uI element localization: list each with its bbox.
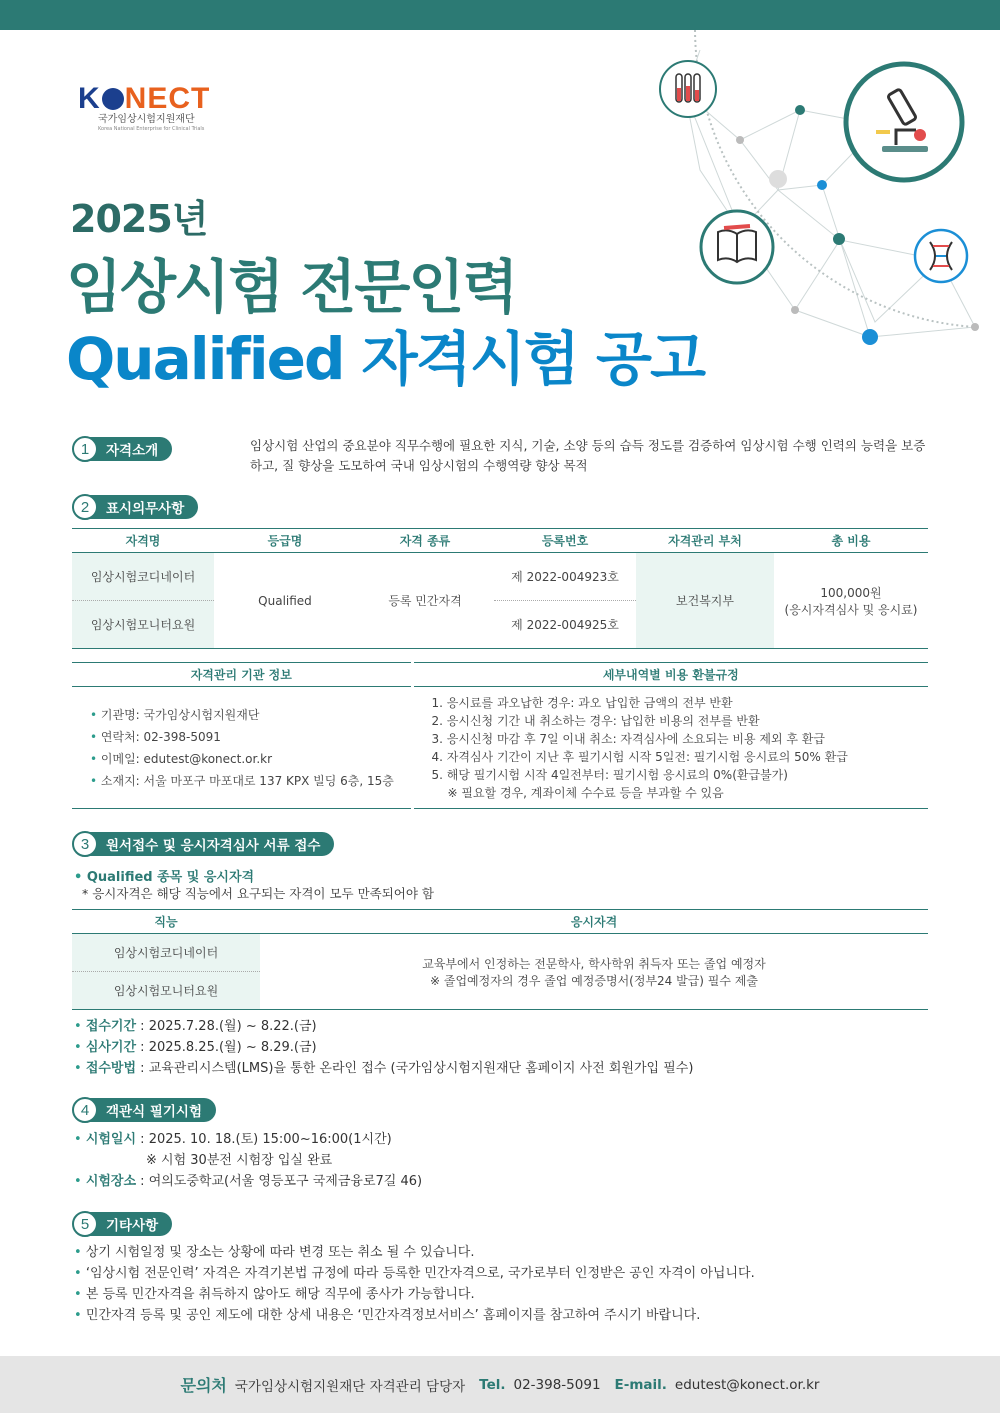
section-1-heading [72, 437, 172, 461]
section-number: 3 [72, 831, 98, 857]
qual-name-cell: 임상시험코디네이터 [72, 553, 214, 601]
section-2-heading [72, 495, 198, 519]
list-item: • 접수기간 : 2025.7.28.(월) ~ 8.22.(금) [74, 1016, 693, 1037]
list-item: • 시험일시 : 2025. 10. 18.(토) 15:00~16:00(1시간) [74, 1129, 422, 1150]
list-item: 3. 응시신청 마감 후 7일 이내 취소: 자격심사에 소요되는 비용 제외 후 환급 [431, 731, 825, 746]
contact-footer [0, 1356, 1000, 1413]
list-item: • 본 등록 민간자격을 취득하지 않아도 해당 직무에 종사가 가능합니다. [74, 1284, 755, 1305]
list-item: 1. 응시료를 과오납한 경우: 과오 납입한 금액의 전부 반환 [431, 695, 733, 710]
logo-subtitle: 국가임상시험지원재단 [98, 114, 195, 125]
requirement-text: 교육부에서 인정하는 전문학사, 학사학위 취득자 또는 졸업 예정자 [422, 956, 766, 971]
column-header: 직능 [72, 910, 260, 934]
test-tubes-icon [660, 61, 716, 117]
refund-list [432, 694, 929, 802]
cost-value: 100,000원 [820, 585, 882, 600]
exam-note: ※ 시험 30분전 시험장 입실 완료 [146, 1153, 333, 1168]
qualification-intro: 임상시험 산업의 중요분야 직무수행에 필요한 지식, 기술, 소양 등의 습득 정도를 검증하여 임상시험 수행 인력의 능력을 보증하고, 질 향상을 도모하여 국내 임상시험의 수행역량 향상 목적 [250, 438, 926, 473]
cost-cell [774, 553, 928, 649]
section-title: 원서접수 및 응시자격심사 서류 접수 [90, 832, 334, 856]
org-refund-table [72, 662, 928, 809]
year-heading: 2025년 [70, 197, 208, 241]
notes-list [74, 1242, 755, 1326]
regno-cell: 제 2022-004925호 [494, 601, 636, 649]
refund-note: ※ 필요할 경우, 계좌이체 수수료 등을 부과할 수 있음 [447, 785, 724, 800]
logo-english: Korea National Enterprise for Clinical Trials [98, 126, 205, 132]
konect-logo: K NECT 국가임상시험지원재단 Korea National Enterprise for Clinical Trials [78, 84, 218, 134]
list-item: • 민간자격 등록 및 공인 제도에 대한 상세 내용은 ‘민간자격정보서비스’ 홈페이지를 참고하여 주시기 바랍니다. [74, 1305, 755, 1326]
type-cell: 등록 민간자격 [356, 553, 494, 649]
section-number: 1 [72, 436, 98, 462]
section-number: 5 [72, 1211, 98, 1237]
requirement-note: ※ 졸업예정자의 경우 졸업 예정증명서(정부24 발급) 필수 제출 [429, 973, 758, 988]
regno-cell: 제 2022-004923호 [494, 553, 636, 601]
cost-note: (응시자격심사 및 응시료) [784, 602, 918, 617]
list-item: • 시험장소 : 여의도중학교(서울 영등포구 국제금융로7길 46) [74, 1171, 422, 1192]
disclosure-table [72, 528, 928, 649]
section-title: 기타사항 [90, 1212, 172, 1236]
list-item: • 연락처: 02-398-5091 [90, 726, 411, 748]
column-header: 자격명 [72, 529, 214, 553]
dna-icon [915, 230, 967, 282]
list-item: 2. 응시신청 기간 내 취소하는 경우: 납입한 비용의 전부를 반환 [431, 713, 760, 728]
requirement-cell [260, 934, 928, 1010]
column-header: 세부내역별 비용 환불규정 [412, 663, 928, 687]
grade-cell: Qualified [214, 553, 356, 649]
column-header: 등급명 [214, 529, 356, 553]
list-item: • 심사기간 : 2025.8.25.(월) ~ 8.29.(금) [74, 1037, 693, 1058]
title-line-2: Qualified 자격시험 공고 [66, 325, 705, 393]
email-value[interactable]: edutest@konect.or.kr [674, 1376, 820, 1393]
contact-label: 문의처 [180, 1376, 227, 1395]
section-title: 표시의무사항 [90, 495, 198, 519]
job-cell: 임상시험코디네이터 [72, 934, 260, 972]
section-title: 자격소개 [90, 437, 172, 461]
section-number: 2 [72, 494, 98, 520]
qual-name-cell: 임상시험모니터요원 [72, 601, 214, 649]
email-label: E-mail. [614, 1376, 667, 1393]
column-header: 응시자격 [260, 910, 928, 934]
section-title: 객관식 필기시험 [90, 1098, 216, 1122]
application-info [74, 1016, 693, 1079]
list-item: • 이메일: edutest@konect.or.kr [90, 748, 411, 770]
contact-person: 국가임상시험지원재단 자격관리 담당자 [234, 1378, 466, 1395]
column-header: 자격 종류 [356, 529, 494, 553]
top-bar [0, 0, 1000, 30]
column-header: 총 비용 [774, 529, 928, 553]
exam-info [74, 1129, 422, 1192]
globe-icon [102, 88, 124, 110]
section-4-heading [72, 1098, 216, 1122]
list-item: • ‘임상시험 전문인력’ 자격은 자격기본법 규정에 따라 등록한 민간자격으로, 국가로부터 인정받은 공인 자격이 아닙니다. [74, 1263, 755, 1284]
org-info-list [90, 704, 411, 792]
list-item: • 상기 시험일정 및 장소는 상황에 따라 변경 또는 취소 될 수 있습니다. [74, 1242, 755, 1263]
eligibility-note: * 응시자격은 해당 직능에서 요구되는 자격이 모두 만족되어야 함 [82, 886, 434, 901]
book-icon [701, 211, 773, 283]
list-item: 5. 해당 필기시험 시작 4일전부터: 필기시험 응시료의 0%(환급불가) [431, 767, 788, 782]
section-5-heading [72, 1212, 172, 1236]
tel-label: Tel. [479, 1376, 506, 1393]
list-item: • 접수방법 : 교육관리시스템(LMS)을 통한 온라인 접수 (국가임상시험지원재단 홈페이지 사전 회원가입 필수) [74, 1058, 693, 1079]
column-header: 등록번호 [494, 529, 636, 553]
microscope-icon [846, 64, 962, 180]
section-3-heading [72, 832, 334, 856]
section-number: 4 [72, 1097, 98, 1123]
eligibility-subtitle: • Qualified 종목 및 응시자격 [74, 866, 254, 885]
column-header: 자격관리 부처 [636, 529, 774, 553]
ministry-cell: 보건복지부 [636, 553, 774, 649]
title-line-1: 임상시험 전문인력 [66, 253, 517, 321]
list-item: 4. 자격심사 기간이 지난 후 필기시험 시작 5일전: 필기시험 응시료의 50% 환급 [431, 749, 848, 764]
network-decoration [640, 30, 1000, 360]
column-header: 자격관리 기관 정보 [72, 663, 412, 687]
list-item: • 소재지: 서울 마포구 마포대로 137 KPX 빌딩 6층, 15층 [90, 770, 411, 792]
tel-value[interactable]: 02-398-5091 [513, 1376, 601, 1393]
list-item: • 기관명: 국가임상시험지원재단 [90, 704, 411, 726]
eligibility-table [72, 909, 928, 1010]
job-cell: 임상시험모니터요원 [72, 972, 260, 1010]
